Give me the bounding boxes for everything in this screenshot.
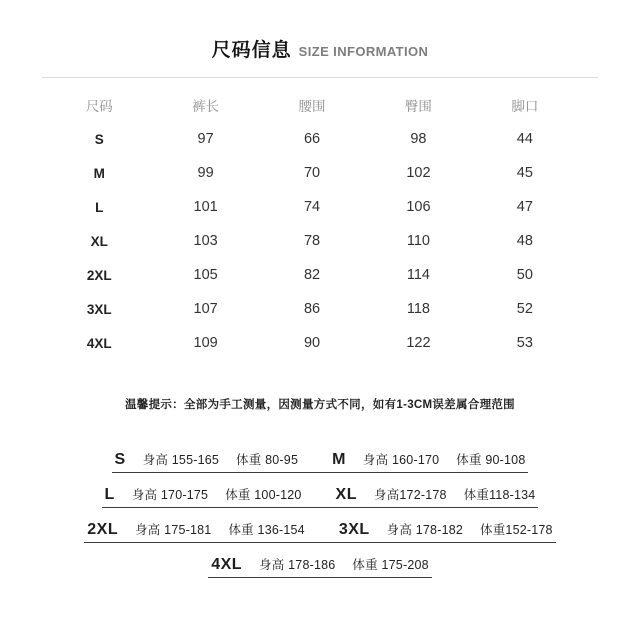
table-header-row <box>46 87 578 122</box>
header-divider <box>42 77 598 78</box>
fit-height-range: 身高 155-165 <box>142 453 220 467</box>
pants-length-cell: 101 <box>193 199 218 215</box>
page-header <box>0 0 640 63</box>
fit-size-label: L <box>104 486 115 503</box>
leg-opening-cell: 47 <box>516 199 533 215</box>
pants-length-cell: 97 <box>197 131 214 147</box>
size-cell: M <box>93 165 105 181</box>
fit-size-label: S <box>114 451 126 468</box>
fit-guide-entry <box>211 555 429 574</box>
leg-opening-cell: 48 <box>516 233 533 249</box>
fit-weight-range: 体重 90-108 <box>456 453 526 467</box>
column-header-size: 尺码 <box>85 98 113 114</box>
fit-guide-entry <box>115 450 299 469</box>
waist-cell: 70 <box>303 165 321 181</box>
size-cell: L <box>95 199 104 215</box>
table-row <box>46 122 578 156</box>
hip-cell: 106 <box>406 199 431 215</box>
hip-cell: 98 <box>410 131 427 147</box>
fit-guide-entry <box>336 485 536 504</box>
pants-length-cell: 109 <box>193 335 218 351</box>
fit-guide-row <box>84 520 555 543</box>
table-row <box>46 190 578 224</box>
fit-height-range: 身高172-178 <box>374 488 447 502</box>
fit-guide-entry <box>87 520 305 539</box>
page-subtitle: SIZE INFORMATION <box>298 44 429 59</box>
fit-size-label: M <box>332 451 346 468</box>
column-header-pants-length: 裤长 <box>192 98 220 114</box>
fit-guide-entry <box>339 520 553 539</box>
column-header-waist: 腰围 <box>298 98 326 114</box>
size-table <box>46 87 578 360</box>
waist-cell: 78 <box>303 233 321 249</box>
fit-size-label: XL <box>335 486 357 503</box>
fit-height-range: 身高 170-175 <box>131 488 209 502</box>
table-row <box>46 258 578 292</box>
size-cell: 2XL <box>86 267 112 283</box>
table-row <box>46 156 578 190</box>
hip-cell: 102 <box>406 165 431 181</box>
leg-opening-cell: 45 <box>516 165 533 181</box>
hip-cell: 118 <box>406 301 430 317</box>
waist-cell: 66 <box>303 131 321 147</box>
fit-weight-range: 体重118-134 <box>463 488 536 502</box>
waist-cell: 74 <box>303 199 321 215</box>
leg-opening-cell: 44 <box>516 131 533 147</box>
fit-size-label: 2XL <box>87 521 119 538</box>
size-cell: S <box>94 131 104 147</box>
fit-height-range: 身高 178-186 <box>259 558 336 572</box>
measurement-note: 温馨提示：全部为手工测量，因测量方式不同，如有1-3CM误差属合理范围 <box>124 399 515 411</box>
fit-guide-entry <box>105 485 302 504</box>
pants-length-cell: 99 <box>197 165 214 181</box>
hip-cell: 114 <box>406 267 430 283</box>
table-row <box>46 224 578 258</box>
fit-weight-range: 体重 136-154 <box>228 523 305 537</box>
fit-guide-row <box>102 485 539 508</box>
fit-height-range: 身高 178-182 <box>386 523 464 537</box>
fit-weight-range: 体重 100-120 <box>225 488 302 502</box>
hip-cell: 122 <box>406 335 431 351</box>
table-row <box>46 326 578 360</box>
column-header-hip: 臀围 <box>404 98 432 114</box>
fit-guide-entry <box>332 450 525 469</box>
size-cell: 4XL <box>86 335 112 351</box>
hip-cell: 110 <box>406 233 430 249</box>
table-row <box>46 292 578 326</box>
page-title: 尺码信息 <box>211 40 292 61</box>
leg-opening-cell: 53 <box>516 335 533 351</box>
leg-opening-cell: 52 <box>516 301 533 317</box>
pants-length-cell: 105 <box>193 267 218 283</box>
fit-height-range: 身高 175-181 <box>135 523 212 537</box>
size-cell: 3XL <box>86 301 112 317</box>
size-cell: XL <box>90 233 108 249</box>
fit-weight-range: 体重 175-208 <box>352 558 429 572</box>
fit-guide <box>0 450 640 578</box>
waist-cell: 82 <box>303 267 321 283</box>
fit-guide-row <box>208 555 432 578</box>
fit-height-range: 身高 160-170 <box>362 453 440 467</box>
waist-cell: 90 <box>303 335 321 351</box>
fit-weight-range: 体重 80-95 <box>236 453 299 467</box>
fit-guide-row <box>112 450 529 473</box>
pants-length-cell: 103 <box>193 233 218 249</box>
fit-weight-range: 体重152-178 <box>480 523 553 537</box>
pants-length-cell: 107 <box>193 301 218 317</box>
fit-size-label: 3XL <box>338 521 370 538</box>
waist-cell: 86 <box>303 301 321 317</box>
leg-opening-cell: 50 <box>516 267 533 283</box>
fit-size-label: 4XL <box>211 556 243 573</box>
column-header-leg-opening: 脚口 <box>511 98 539 114</box>
